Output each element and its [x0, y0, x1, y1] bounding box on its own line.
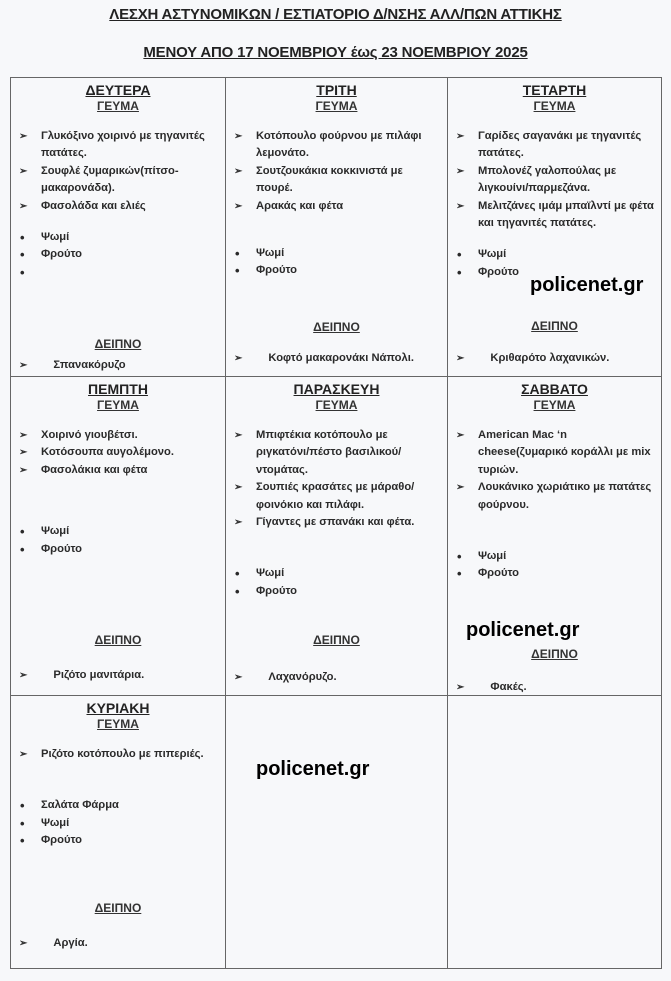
- dish-item: ➢ Λουκάνικο χωριάτικο με πατάτες φούρνου.: [456, 479, 655, 514]
- menu-row: [11, 696, 662, 969]
- dish-item: ➢ Φασολάδα και ελιές: [19, 198, 219, 215]
- extra-item: • Ψωμί: [19, 229, 219, 246]
- arrow-bullet-icon: ➢: [19, 360, 28, 371]
- menu-row: [11, 78, 662, 377]
- dish-item: ➢ Κοτόσουπα αυγολέμονο.: [19, 444, 219, 461]
- lunch-dishes-list: [226, 128, 447, 215]
- watermark-text: policenet.gr: [530, 274, 644, 296]
- day-cell-tuesday: [226, 78, 448, 377]
- lunch-dishes-list: [11, 746, 225, 763]
- lunch-label: ΓΕΥΜΑ: [97, 398, 139, 412]
- extra-item: • Φρούτο: [234, 583, 441, 600]
- extra-item: • Φρούτο: [19, 246, 219, 263]
- dinner-item: [19, 937, 219, 949]
- day-name: ΔΕΥΤΕΡΑ: [85, 82, 151, 98]
- dinner-label: ΔΕΙΠΝΟ: [94, 901, 142, 915]
- lunch-label: ΓΕΥΜΑ: [315, 99, 358, 113]
- lunch-dishes-list: [11, 128, 225, 215]
- weekly-menu-table: [10, 77, 662, 969]
- dinner-item: [19, 359, 219, 371]
- dish-item: ➢ Αρακάς και φέτα: [234, 198, 441, 215]
- dish-item: ➢ Χοιρινό γιουβέτσι.: [19, 427, 219, 444]
- lunch-label: ΓΕΥΜΑ: [315, 398, 358, 412]
- day-name: ΤΡΙΤΗ: [316, 82, 357, 98]
- empty-cell: [226, 696, 448, 969]
- extras-list: [11, 523, 225, 558]
- extras-list: [11, 229, 225, 281]
- day-cell-thursday: [11, 377, 226, 696]
- lunch-label: ΓΕΥΜΑ: [97, 99, 139, 113]
- dish-item: ➢ Σουφλέ ζυμαρικών(πίτσο-μακαρονάδα).: [19, 163, 219, 198]
- extra-item: • Σαλάτα Φάρμα: [19, 797, 219, 814]
- dinner-dish: Κριθαρότο λαχανικών.: [490, 352, 610, 364]
- dinner-item: [456, 352, 655, 364]
- day-name: ΤΕΤΑΡΤΗ: [522, 82, 587, 98]
- dish-item: ➢ Γλυκόξινο χοιρινό με τηγανιτές πατάτες.: [19, 128, 219, 163]
- extras-list: [226, 245, 447, 280]
- extras-list: [226, 565, 447, 600]
- dinner-label: ΔΕΙΠΝΟ: [531, 319, 578, 333]
- day-cell-monday: [11, 78, 226, 377]
- dinner-dish: Κοφτό μακαρονάκι Νάπολι.: [268, 352, 414, 364]
- dinner-label: ΔΕΙΠΝΟ: [531, 647, 578, 661]
- empty-cell: [448, 696, 662, 969]
- extra-item: • Ψωμί: [19, 815, 219, 832]
- extra-item: • Ψωμί: [456, 246, 655, 263]
- arrow-bullet-icon: ➢: [456, 353, 465, 364]
- extra-item: • Ψωμί: [456, 548, 655, 565]
- dish-item: ➢ Ριζότο κοτόπουλο με πιπεριές.: [19, 746, 219, 763]
- day-name: ΣΑΒΒΑΤΟ: [521, 381, 588, 397]
- dish-item: ➢ Γίγαντες με σπανάκι και φέτα.: [234, 514, 441, 531]
- extra-item: • Ψωμί: [234, 245, 441, 262]
- day-cell-sunday: [11, 696, 226, 969]
- lunch-label: ΓΕΥΜΑ: [533, 398, 576, 412]
- arrow-bullet-icon: ➢: [234, 353, 243, 364]
- dish-item: ➢ American Mac ‘n cheese(ζυμαρικό κοράλλι με mix τυριών.: [456, 427, 655, 479]
- menu-period-title: ΜΕΝΟΥ ΑΠΟ 17 ΝΟΕΜΒΡΙΟΥ έως 23 ΝΟΕΜΒΡΙΟΥ 2025: [143, 44, 528, 61]
- day-name: ΚΥΡΙΑΚΗ: [86, 700, 150, 716]
- dish-item: ➢ Μπολονέζ γαλοπούλας με λιγκουίνι/παρμεζάνα.: [456, 163, 655, 198]
- dinner-dish: Αργία.: [53, 937, 88, 949]
- dish-item: ➢ Σουπιές κρασάτες με μάραθο/φοινόκιο και πιλάφι.: [234, 479, 441, 514]
- extra-item: [19, 264, 219, 281]
- day-name: ΠΑΡΑΣΚΕΥΗ: [293, 381, 380, 397]
- extra-item: • Φρούτο: [456, 565, 655, 582]
- dinner-item: [456, 681, 655, 693]
- dish-item: ➢ Μπιφτέκια κοτόπουλο με ριγκατόνι/πέστο βασιλικού/ντομάτας.: [234, 427, 441, 479]
- lunch-label: ΓΕΥΜΑ: [533, 99, 576, 113]
- lunch-dishes-list: [448, 128, 661, 232]
- arrow-bullet-icon: ➢: [19, 938, 28, 949]
- dinner-label: ΔΕΙΠΝΟ: [94, 633, 142, 647]
- arrow-bullet-icon: ➢: [456, 682, 465, 693]
- day-cell-saturday: [448, 377, 662, 696]
- extras-list: [11, 797, 225, 849]
- day-cell-friday: [226, 377, 448, 696]
- day-name: ΠΕΜΠΤΗ: [88, 381, 148, 397]
- dish-item: ➢ Κοτόπουλο φούρνου με πιλάφι λεμονάτο.: [234, 128, 441, 163]
- lunch-dishes-list: [226, 427, 447, 531]
- dinner-item: [234, 671, 441, 683]
- dish-item: ➢ Μελιτζάνες ιμάμ μπαϊλντί με φέτα και τηγανιτές πατάτες.: [456, 198, 655, 233]
- lunch-label: ΓΕΥΜΑ: [97, 717, 139, 731]
- lunch-dishes-list: [11, 427, 225, 479]
- document-title: ΛΕΣΧΗ ΑΣΤΥΝΟΜΙΚΩΝ / ΕΣΤΙΑΤΟΡΙΟ Δ/ΝΣΗΣ ΑΛΛ/ΠΩΝ ΑΤΤΙΚΗΣ: [109, 6, 562, 23]
- dinner-item: [234, 352, 441, 364]
- extras-list: [448, 548, 661, 583]
- dinner-dish: Φακές.: [490, 681, 527, 693]
- dish-item: ➢ Σουτζουκάκια κοκκινιστά με πουρέ.: [234, 163, 441, 198]
- extra-item: • Ψωμί: [19, 523, 219, 540]
- dish-item: ➢ Φασολάκια και φέτα: [19, 462, 219, 479]
- dinner-label: ΔΕΙΠΝΟ: [313, 633, 360, 647]
- dinner-dish: Σπανακόρυζο: [53, 359, 126, 371]
- day-cell-wednesday: [448, 78, 662, 377]
- dish-item: ➢ Γαρίδες σαγανάκι με τηγανιτές πατάτες.: [456, 128, 655, 163]
- dinner-label: ΔΕΙΠΝΟ: [94, 337, 142, 351]
- dinner-dish: Λαχανόρυζο.: [268, 671, 337, 683]
- dinner-label: ΔΕΙΠΝΟ: [313, 320, 360, 334]
- extra-item: • Ψωμί: [234, 565, 441, 582]
- extra-item: • Φρούτο: [19, 541, 219, 558]
- watermark-text: policenet.gr: [256, 758, 370, 780]
- extra-item: • Φρούτο: [456, 264, 655, 281]
- dinner-dish: Ριζότο μανιτάρια.: [53, 669, 145, 681]
- extra-item: • Φρούτο: [234, 262, 441, 279]
- menu-row: [11, 377, 662, 696]
- arrow-bullet-icon: ➢: [19, 670, 28, 681]
- extra-item: • Φρούτο: [19, 832, 219, 849]
- arrow-bullet-icon: ➢: [234, 672, 243, 683]
- watermark-text: policenet.gr: [466, 619, 580, 641]
- dinner-item: [19, 669, 219, 681]
- lunch-dishes-list: [448, 427, 661, 514]
